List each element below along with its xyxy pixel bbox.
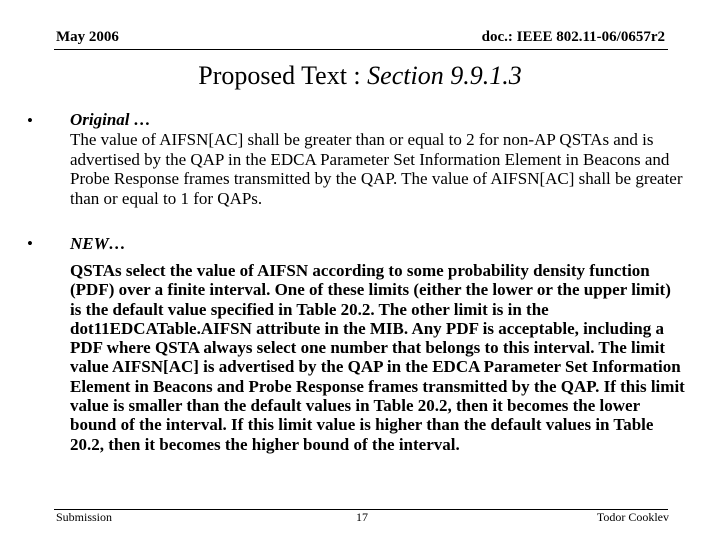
bullet-new-heading: NEW… — [70, 234, 126, 253]
footer-page-number: 17 — [356, 510, 368, 524]
bullet-new-text: QSTAs select the value of AIFSN according to some probability density function (PDF) over a finite interval. One of these limits (either the lower or the upper limit) is the default value specified in Table 20.2. The other limit is in the dot11EDCATable.AIFSN attribute in the MIB. Any PDF is acceptable, including a PDF where QSTA always select one number that belongs to this interval. The limit value AIFSN[AC] is advertised by the QAP in the EDCA Parameter Set Information Element in Beacons and Probe Response frames transmitted by the QAP. If this limit value is smaller than the default values in Table 20.2, then it becomes the lower bound of the interval. If this limit value is higher than the default values in Table 20.2, then it becomes the higher bound of the interval. — [70, 261, 685, 454]
header-rule — [54, 49, 668, 50]
header-doc-id: doc.: IEEE 802.11-06/0657r2 — [481, 29, 665, 45]
slide-title — [0, 61, 720, 91]
bullet-original-text: The value of AIFSN[AC] shall be greater than or equal to 2 for non-AP QSTAs and is advertised by the QAP in the EDCA Parameter Set Information Element in Beacons and Probe Response frames transmitted by the QAP. The value of AIFSN[AC] shall be greater than or equal to 1 for QAPs. — [70, 130, 683, 208]
header-date: May 2006 — [56, 29, 119, 45]
title-section: Section 9.9.1.3 — [367, 61, 522, 90]
bullet-dot-icon: • — [27, 111, 33, 130]
footer-submission: Submission — [56, 510, 113, 524]
footer-author: Todor Cooklev — [596, 510, 669, 524]
bullet-original-heading: Original … — [70, 110, 151, 129]
title-prefix: Proposed Text : — [198, 61, 368, 90]
bullet-dot-icon: • — [27, 234, 33, 253]
